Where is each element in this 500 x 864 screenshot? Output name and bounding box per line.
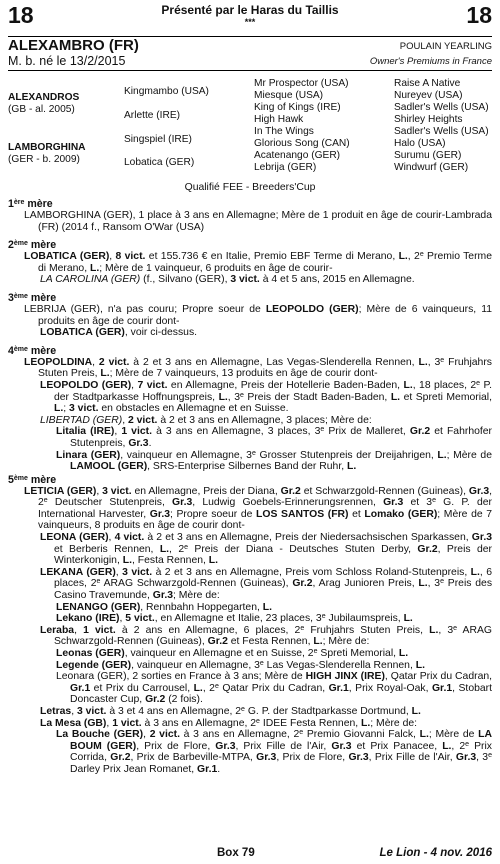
gen3-6: Glorious Song (CAN) [254, 138, 350, 149]
gen2-3: Singspiel (IRE) [124, 134, 192, 145]
stars: *** [244, 17, 256, 27]
fourth-dam-produce-1: LEOPOLDO (GER), 7 vict. en Allemagne, Preis der Hotellerie Baden-Baden, L., 18 places, 2e P. der Stadtparkasse Hoffnungspreis, L., 3e Preis der Stadt Baden-Baden, L. et Spreti Memorial, L.; 3 vict. en obstacles en Allemagne et en Suisse. [40, 379, 493, 415]
gen4-7: Surumu (GER) [394, 150, 462, 161]
fifth-dam-produce-1: LEONA (GER), 4 vict. à 2 et 3 ans en Allemagne, Preis der Niedersachsischen Sparkassen, Gr.3 et Berberis Rennen, L., 2e Preis der Diana - Deutsches Stuten Derby, Gr.2, Preis der Winterkonigin, L., Festa Rennen, L. [40, 532, 492, 567]
gen4-8: Windwurf (GER) [394, 162, 469, 173]
lot-number-right: 18 [466, 2, 492, 28]
third-dam-produce: LOBATICA (GER), voir ci-dessus. [40, 327, 198, 339]
gen3-8: Lebrija (GER) [254, 162, 317, 173]
horse-name: ALEXAMBRO (FR) [8, 37, 139, 54]
gen3-1: Mr Prospector (USA) [254, 78, 349, 89]
gen3-5: In The Wings [254, 126, 314, 137]
lot-number-left: 18 [8, 2, 34, 28]
section-heading-4: 4ème mère [8, 344, 57, 357]
presenter-line: Présenté par le Haras du Taillis [161, 3, 339, 17]
pedigree-notes [8, 198, 492, 776]
second-dam-entry: LOBATICA (GER), 8 vict. et 155.736 € en Italie, Premio EBF Terme di Merano, L., 2e Premio Terme di Merano, L.; Mère de 1 vainqueur, 6 produits en âge de courir- [24, 251, 492, 274]
fifth-dam-grandproduce-3: Leonas (GER), vainqueur en Allemagne et en Suisse, 2e Spreti Memorial, L. [56, 648, 409, 659]
fifth-dam-produce-2: LEKANA (GER), 3 vict. à 2 et 3 ans en Allemagne, Preis vom Schloss Roland-Stutenpreis, L., 6 places, 2e ARAG Schwarzgold-Rennen (Guineas), Gr.2, Arag Junioren Preis, L., 3e Preis des Casino Travemunde, Gr.3; Mère de: [40, 566, 493, 602]
fifth-dam-grandproduce-1: LENANGO (GER), Rennbahn Hoppegarten, L. [56, 601, 272, 613]
section-heading-1: 1ère mère [8, 198, 53, 210]
dam-details: (GER - b. 2009) [8, 154, 80, 165]
qualification: Qualifié FEE - Breeders'Cup [184, 182, 316, 193]
horse-category: POULAIN YEARLING [399, 41, 492, 52]
second-dam-produce: LA CAROLINA (GER) (f., Silvano (GER), 3 vict. à 4 et 5 ans, 2015 en Allemagne. [40, 274, 415, 286]
third-dam-entry: LEBRIJA (GER), n'a pas couru; Propre soeur de LEOPOLDO (GER); Mère de 6 vainqueurs, 11 produits en âge de courir dont- [24, 303, 492, 327]
fourth-dam-entry: LEOPOLDINA, 2 vict. à 2 et 3 ans en Allemagne, Las Vegas-Slenderella Rennen, L., 3e Fruhjahrs Stuten Preis, L.; Mère de 7 vainqueurs, 13 produits en âge de courir dont- [24, 356, 492, 380]
gen2-4: Lobatica (GER) [124, 157, 195, 168]
fifth-dam-produce-5: La Mesa (GB), 1 vict. à 3 ans en Allemagne, 2e IDEE Festa Rennen, L.; Mère de: [40, 717, 418, 729]
owners-premiums: Owner's Premiums in France [369, 56, 492, 67]
gen4-6: Halo (USA) [394, 138, 446, 149]
gen4-5: Sadler's Wells (USA) [394, 126, 489, 137]
horse-details: M. b. né le 13/2/2015 [8, 54, 126, 68]
fifth-dam-produce-4: Letras, 3 vict. à 3 et 4 ans en Allemagne, 2e G. P. der Stadtparkasse Dortmund, L. [40, 705, 421, 717]
gen2-1: Kingmambo (USA) [124, 86, 209, 97]
section-heading-2: 2ème mère [8, 239, 57, 252]
fifth-dam-grandproduce-5: Leonara (GER), 2 sorties en France à 3 ans; Mère de HIGH JINX (IRE), Qatar Prix du Cadran, Gr.1 et Prix du Carrousel, L., 2e Qatar Prix du Cadran, Gr.1, Prix Royal-Oak, Gr.1, Stobart Doncaster Cup, Gr.2 (2 fois). [56, 671, 493, 706]
fourth-dam-produce-2: LIBERTAD (GER), 2 vict. à 2 et 3 ans en Allemagne, 3 places; Mère de: [40, 414, 372, 426]
first-dam-entry: LAMBORGHINA (GER), 1 place à 3 ans en Allemagne; Mère de 1 produit en âge de courir-Lambrada (FR) (2014 f., Ransom O'War (USA) [24, 210, 492, 233]
gen3-2: Miesque (USA) [254, 90, 324, 101]
gen3-4: High Hawk [254, 114, 304, 125]
gen2-2: Arlette (IRE) [124, 110, 181, 121]
fifth-dam-produce-3: Leraba, 1 vict. à 2 ans en Allemagne, 6 places, 2e Fruhjahrs Stuten Preis, L., 3e ARAG Schwarzgold-Rennen (Guineas), Gr.2 et Festa Rennen, L.; Mère de: [40, 624, 492, 648]
fifth-dam-grandproduce-6: La Bouche (GER), 2 vict. à 3 ans en Allemagne, 2e Premio Giovanni Falck, L.; Mère de LA BOUM (GER), Prix de Flore, Gr.3, Prix Fille de l'Air, Gr.3 et Prix Panacee, L., 2e Prix Corrida, Gr.2, Prix de Barbeville-MTPA, Gr.3, Prix de Flore, Gr.3, Prix Fille de l'Air, Gr.3, 3e Darley Prix Jean Romanet, Gr.1. [56, 729, 492, 775]
gen4-3: Sadler's Wells (USA) [394, 102, 489, 113]
pedigree-rule [8, 70, 492, 71]
section-heading-3: 3ème mère [8, 291, 57, 304]
gen3-7: Acatenango (GER) [254, 150, 341, 161]
box-number: Box 79 [217, 847, 255, 859]
fourth-dam-grandproduce-2: Linara (GER), vainqueur en Allemagne, 3e Grosser Stutenpreis der Dreijahrigen, L.; Mère de LAMOOL (GER), SRS-Enterprise Silbernes Band der Ruhr, L. [56, 449, 492, 473]
gen4-4: Shirley Heights [394, 114, 463, 125]
sire-details: (GB - al. 2005) [8, 104, 75, 115]
fifth-dam-grandproduce-4: Legende (GER), vainqueur en Allemagne, 3e Las Vegas-Slenderella Rennen, L. [56, 659, 425, 671]
sale-info: Le Lion - 4 nov. 2016 [379, 847, 492, 859]
section-heading-5: 5ème mère [8, 473, 57, 486]
gen4-2: Nureyev (USA) [394, 90, 463, 101]
sire-name: ALEXANDROS [8, 92, 80, 103]
gen3-3: King of Kings (IRE) [254, 102, 341, 113]
fourth-dam-grandproduce-1: Litalia (IRE), 1 vict. à 3 ans en Allemagne, 3 places, 3e Prix de Malleret, Gr.2 et Fahrhofer Stutenpreis, Gr.3. [56, 426, 492, 449]
gen4-1: Raise A Native [394, 78, 461, 89]
fifth-dam-grandproduce-2: Lekano (IRE), 5 vict., en Allemagne et Italie, 23 places, 3e Jubilaumspreis, L. [56, 613, 413, 625]
fifth-dam-entry: LETICIA (GER), 3 vict. en Allemagne, Preis der Diana, Gr.2 et Schwarzgold-Rennen (Guineas), Gr.3, 2e Deutscher Stutenpreis, Gr.3, Ludwig Goebels-Erinnerungsrennen, Gr.3 et 3e G. P. der International Harvester, Gr.3; Propre soeur de LOS SANTOS (FR) et Lomako (GER); Mère de 7 vainqueurs, 8 produits en âge de courir dont- [24, 485, 493, 532]
dam-name: LAMBORGHINA [8, 142, 86, 153]
